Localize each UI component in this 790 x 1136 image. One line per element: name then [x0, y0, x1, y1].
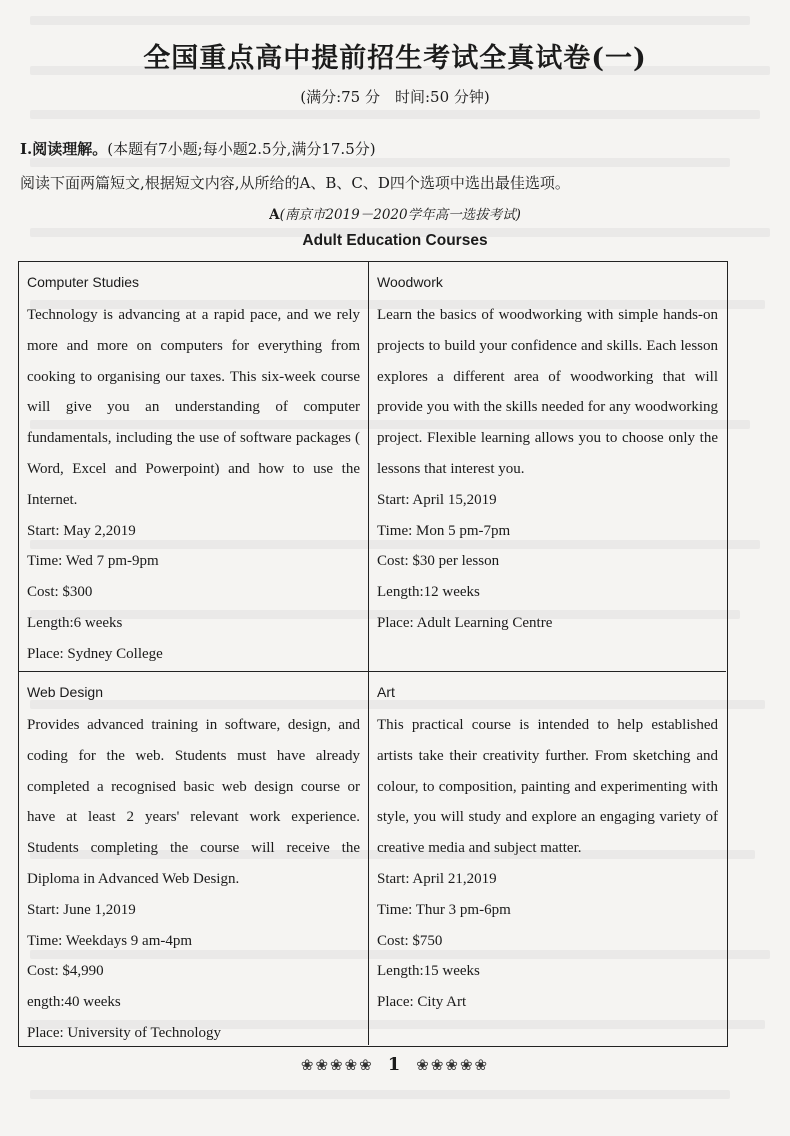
- course-cell-woodwork: [369, 262, 726, 672]
- course-length: Length:6 weeks: [27, 614, 123, 631]
- instructions: 阅读下面两篇短文,根据短文内容,从所给的A、B、C、D四个选项中选出最佳选项。: [20, 174, 570, 192]
- passage-source: (南京市2019－2020学年高一选拔考试): [279, 207, 521, 223]
- passage-header: [0, 203, 790, 223]
- course-start: Start: April 21,2019: [377, 870, 497, 887]
- course-name: Woodwork: [377, 274, 443, 290]
- exam-subtitle: (满分:75 分 时间:50 分钟): [300, 88, 490, 106]
- course-place: Place: City Art: [377, 994, 467, 1011]
- course-length: Length:12 weeks: [377, 584, 480, 601]
- course-time: Time: Wed 7 pm-9pm: [27, 553, 159, 570]
- course-start: Start: May 2,2019: [27, 522, 136, 539]
- section-number: Ⅰ.: [20, 140, 33, 158]
- page-number: 1: [387, 1054, 403, 1075]
- passage-label: A: [269, 207, 280, 223]
- page-footer: [0, 1054, 790, 1075]
- flower-ornament-right: ❀❀❀❀❀: [416, 1056, 490, 1074]
- passage-title: Adult Education Courses: [302, 232, 488, 249]
- courses-table: [18, 261, 728, 1047]
- course-name: Art: [377, 684, 395, 700]
- exam-title: 全国重点高中提前招生考试全真试卷(一): [143, 43, 647, 74]
- course-time: Time: Mon 5 pm-7pm: [377, 522, 511, 539]
- course-start: Start: June 1,2019: [27, 901, 136, 918]
- course-cost: Cost: $300: [27, 584, 93, 601]
- course-start: Start: April 15,2019: [377, 491, 497, 508]
- course-place: Place: University of Technology: [27, 1024, 222, 1041]
- course-description: Technology is advancing at a rapid pace, and we rely more and more on computers for everything from cooking to organising our taxes. This six-week course will give you an understanding of computer fundamentals, including the use of software packages ( Word, Excel and Powerpoint) and how to use the Internet.: [27, 307, 360, 508]
- course-cell-computer-studies: [19, 262, 369, 672]
- course-place: Place: Sydney College: [27, 645, 163, 662]
- course-length: ength:40 weeks: [27, 994, 121, 1011]
- course-description: Learn the basics of woodworking with simple hands-on projects to build your confidence and skills. Each lesson explores a different area of woodworking that will provide you with the skills needed for any woodworking project. Flexible learning allows you to choose only the lessons that interest you.: [377, 307, 718, 477]
- course-cost: Cost: $750: [377, 932, 443, 949]
- course-time: Time: Thur 3 pm-6pm: [377, 901, 511, 918]
- course-description: This practical course is intended to help established artists take their creativity further. From sketching and colour, to composition, painting and experimenting with style, you will study and explore an engaging variety of creative media and subject matter.: [377, 717, 718, 857]
- section-heading: [20, 138, 376, 159]
- course-cost: Cost: $30 per lesson: [377, 553, 500, 570]
- course-cost: Cost: $4,990: [27, 963, 104, 980]
- course-name: Computer Studies: [27, 274, 140, 290]
- course-name: Web Design: [27, 684, 104, 700]
- course-cell-art: [369, 672, 726, 1045]
- section-note: (本题有7小题;每小题2.5分,满分17.5分): [107, 140, 376, 158]
- flower-ornament-left: ❀❀❀❀❀: [300, 1056, 374, 1074]
- course-cell-web-design: [19, 672, 369, 1045]
- course-time: Time: Weekdays 9 am-4pm: [27, 932, 193, 949]
- course-place: Place: Adult Learning Centre: [377, 614, 553, 631]
- course-description: Provides advanced training in software, design, and coding for the web. Students must have already completed a recognised basic web design course or have at least 2 years' relevant work experience. Students completing the course will receive the Diploma in Advanced Web Design.: [27, 717, 360, 887]
- section-name: 阅读理解。: [32, 140, 108, 158]
- course-length: Length:15 weeks: [377, 963, 480, 980]
